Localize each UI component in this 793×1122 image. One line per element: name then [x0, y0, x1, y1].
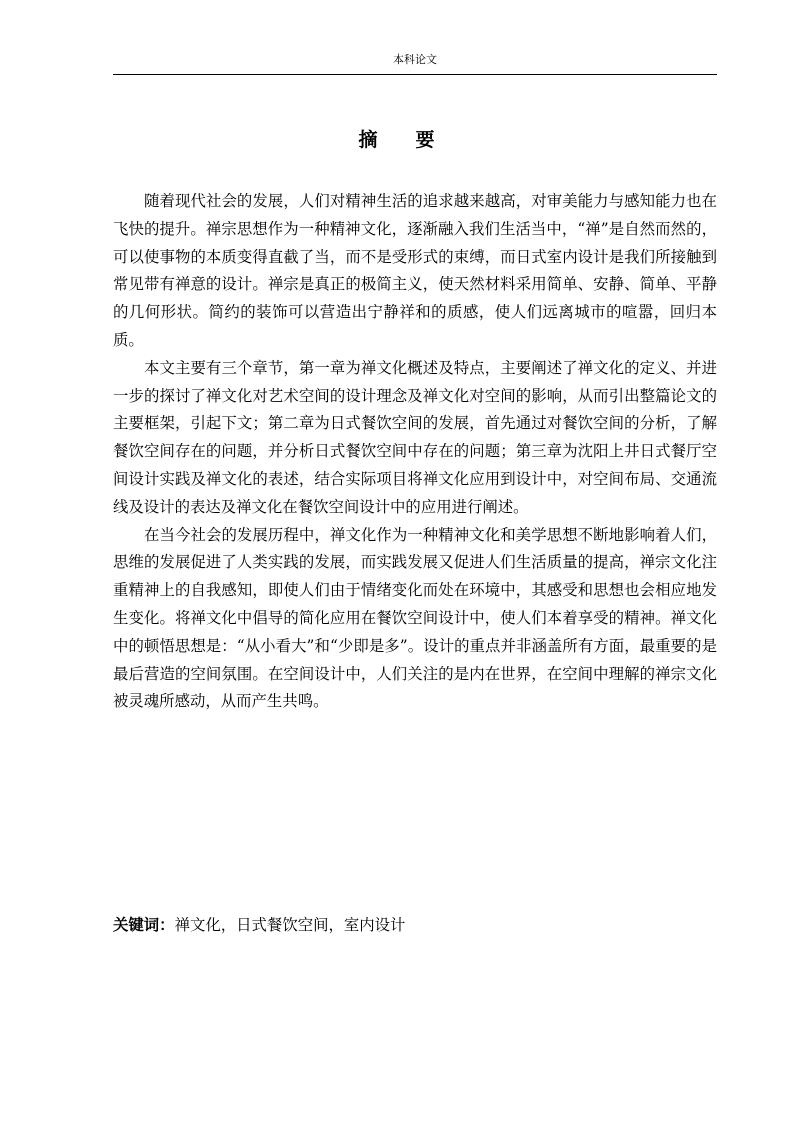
keywords-line	[113, 912, 717, 938]
keywords-label: 关键词：	[113, 916, 175, 934]
keywords-value: 禅文化，日式餐饮空间，室内设计	[174, 916, 406, 934]
abstract-paragraph-2: 本文主要有三个章节，第一章为禅文化概述及特点，主要阐述了禅文化的定义、并进一步的探讨了禅文化对艺术空间的设计理念及禅文化对空间的影响，从而引出整篇论文的主要框架，引起下文；第二章为日式餐饮空间的发展，首先通过对餐饮空间的分析，了解餐饮空间存在的问题，并分析日式餐饮空间中存在的问题；第三章为沈阳上井日式餐厅空间设计实践及禅文化的表述，结合实际项目将禅文化应用到设计中，对空间布局、交通流线及设计的表达及禅文化在餐饮空间设计中的应用进行阐述。	[113, 358, 717, 516]
abstract-body	[113, 188, 717, 716]
abstract-paragraph-1: 随着现代社会的发展，人们对精神生活的追求越来越高，对审美能力与感知能力也在飞快的提升。禅宗思想作为一种精神文化，逐渐融入我们生活当中，“禅”是自然而然的，可以使事物的本质变得直截了当，而不是受形式的束缚，而日式室内设计是我们所接触到常见带有禅意的设计。禅宗是真正的极简主义，使天然材料采用简单、安静、简单、平静的几何形状。简约的装饰可以营造出宁静祥和的质感，使人们远离城市的喧嚣，回归本质。	[113, 192, 717, 349]
page-header	[113, 52, 717, 75]
abstract-paragraph-3: 在当今社会的发展历程中，禅文化作为一种精神文化和美学思想不断地影响着人们，思维的发展促进了人类实践的发展，而实践发展又促进人们生活质量的提高，禅宗文化注重精神上的自我感知，即使人们由于情绪变化而处在环境中，其感受和思想也会相应地发生变化。将禅文化中倡导的简化应用在餐饮空间设计中，使人们本着享受的精神。禅文化中的顿悟思想是：“从小看大”和“少即是多”。设计的重点并非涵盖所有方面，最重要的是最后营造的空间氛围。在空间设计中，人们关注的是内在世界，在空间中理解的禅宗文化被灵魂所感动，从而产生共鸣。	[113, 525, 717, 711]
abstract-title: 摘要	[358, 129, 473, 151]
header-text: 本科论文	[393, 53, 437, 66]
